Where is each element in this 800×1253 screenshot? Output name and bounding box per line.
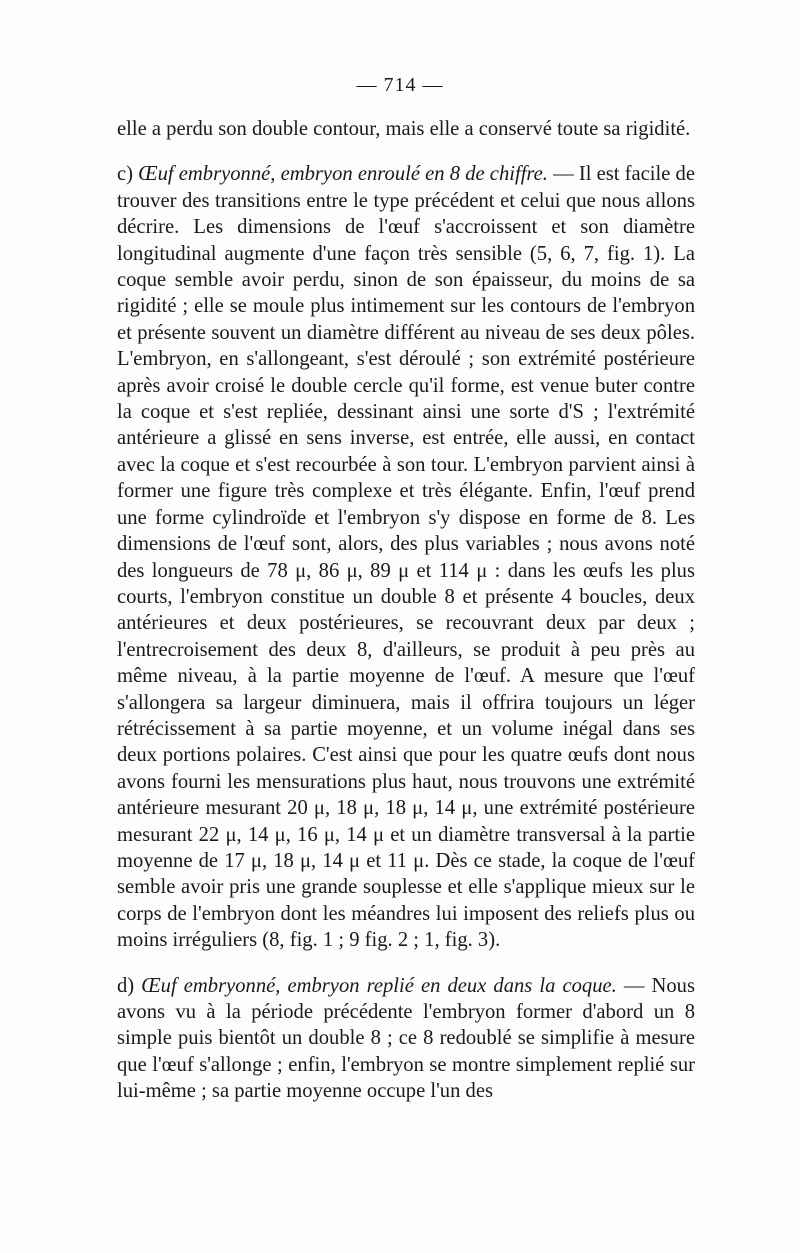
section-c-title: Œuf embryonné, embryon enroulé en 8 de chiffre. [138,163,548,186]
section-d-letter: d) [117,974,135,997]
page-number: — 714 — [356,74,444,96]
section-d-body: — Nous avons vu à la période précédente l'embryon former d'abord un 8 simple puis bientôt un double 8 ; ce 8 redoublé se simplifie à mesure que l'œuf s'allonge ; enfin, l'embryon se montre simplement replié sur lui-même ; sa partie moyenne occupe l'un des [117,974,695,1103]
paragraph-section-c [117,161,695,953]
section-c-body: — Il est facile de trouver des transitions entre le type précédent et celui que nous allons décrire. Les dimensions de l'œuf s'accroissent et son diamètre longitudinal augmente d'une façon très sensible (5, 6, 7, fig. 1). La coque semble avoir perdu, sinon de son épaisseur, du moins de sa rigidité ; elle se moule plus intimement sur les contours de l'embryon et présente souvent un diamètre différent au niveau de ses deux pôles. L'embryon, en s'allongeant, s'est déroulé ; son extrémité postérieure après avoir croisé le double cercle qu'il forme, est venue buter contre la coque et s'est repliée, dessinant ainsi une sorte d'S ; l'extrémité antérieure a glissé en sens inverse, est entrée, elle aussi, en contact avec la coque et s'est recourbée à son tour. L'embryon parvient ainsi à former une figure très complexe et très élégante. Enfin, l'œuf prend une forme cylindroïde et l'embryon s'y dispose en forme de 8. Les dimensions de l'œuf sont, alors, des plus variables ; nous avons noté des longueurs de 78 μ, 86 μ, 89 μ et 114 μ : dans les œufs les plus courts, l'embryon constitue un double 8 et présente 4 boucles, deux antérieures et deux postérieures, se recouvrant deux par deux ; l'entrecroisement des deux 8, d'ailleurs, se produit à peu près au même niveau, à la partie moyenne de l'œuf. A mesure que l'œuf s'allongera sa largeur diminuera, mais il offrira toujours un léger rétrécissement à sa partie moyenne, et un volume inégal dans ses deux portions polaires. C'est ainsi que pour les quatre œufs dont nous avons fourni les mensurations plus haut, nous trouvons une extrémité antérieure mesurant 20 μ, 18 μ, 18 μ, 14 μ, une extrémité postérieure mesurant 22 μ, 14 μ, 16 μ, 14 μ et un diamètre transversal à la partie moyenne de 17 μ, 18 μ, 14 μ et 11 μ. Dès ce stade, la coque de l'œuf semble avoir pris une grande souplesse et elle s'applique mieux sur le corps de l'embryon dont les méandres lui imposent des reliefs plus ou moins irréguliers (8, fig. 1 ; 9 fig. 2 ; 1, fig. 3). [117,163,695,952]
section-c-letter: c) [117,163,133,186]
paragraph-continuation: elle a perdu son double contour, mais elle a conservé toute sa rigidité. [117,118,691,140]
paragraph-section-d [117,973,695,1105]
body-text [117,116,695,1105]
section-d-title: Œuf embryonné, embryon replié en deux dans la coque. [141,974,617,997]
